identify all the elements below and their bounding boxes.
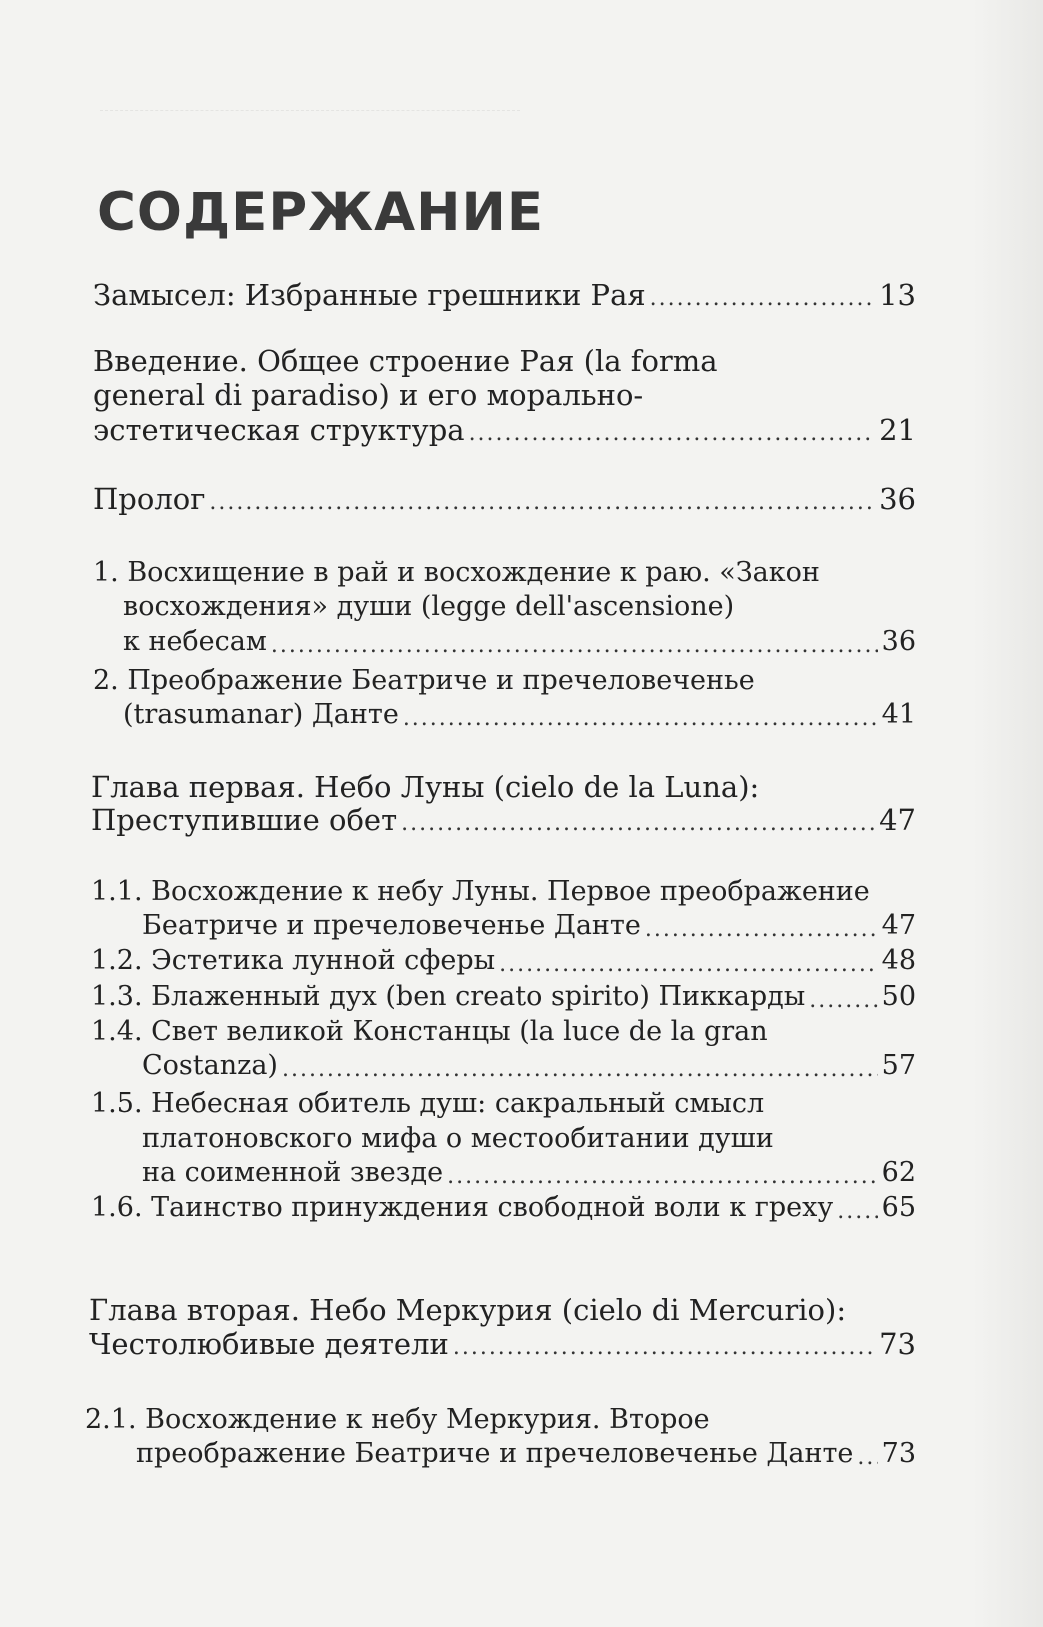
toc-entry-text: Глава вторая. Небо Меркурия (cielo di Mercurio): — [89, 1293, 847, 1327]
toc-entry-text: Глава первая. Небо Луны (cielo de la Luna): — [91, 770, 760, 804]
toc-entry-text: 1. Восхищение в рай и восхождение к раю. «Закон — [93, 557, 820, 588]
toc-entry-last-line — [93, 413, 916, 447]
toc-entry-text: преображение Беатриче и пречеловеченье Данте — [136, 1438, 854, 1469]
dot-leader — [837, 1199, 877, 1225]
toc-entry-text: Costanza) — [142, 1050, 278, 1081]
toc-entry-text: 1.6. Таинство принуждения свободной воли к греху — [91, 1192, 834, 1223]
dot-leader — [401, 811, 875, 837]
toc-entry-text: 1.5. Небесная обитель душ: сакральный смысл — [91, 1088, 765, 1119]
toc-page-number: 41 — [881, 699, 916, 730]
toc-page-number: 65 — [881, 1192, 916, 1223]
dot-leader — [499, 952, 877, 978]
page-edge-shadow — [973, 0, 1043, 1627]
toc-page-number: 62 — [881, 1157, 916, 1188]
toc-entry-last-line — [91, 1191, 916, 1225]
toc-entry-last-line — [93, 278, 916, 312]
toc-entry-text: Замысел: Избранные грешники Рая — [93, 278, 646, 312]
toc-entry-text: к небесам — [123, 626, 267, 657]
toc-entry-text: 1.4. Свет великой Констанцы (la luce de la gran — [91, 1016, 768, 1047]
toc-page-number: 47 — [881, 910, 916, 941]
toc-entry-last-line — [91, 980, 916, 1014]
dot-leader — [809, 988, 877, 1014]
toc-entry-last-line — [142, 909, 916, 943]
toc-entry-last-line — [91, 803, 916, 837]
toc-page-number: 73 — [881, 1438, 916, 1469]
toc-entry-text: на соименной звезде — [142, 1157, 444, 1188]
toc-page-number: 57 — [881, 1050, 916, 1081]
toc-page-number: 36 — [881, 626, 916, 657]
toc-entry-text: 2. Преображение Беатриче и пречеловеченье — [93, 665, 755, 696]
toc-entry-text: general di paradiso) и его морально- — [93, 378, 644, 412]
dot-leader — [857, 1445, 877, 1471]
toc-entry-last-line — [123, 625, 916, 659]
toc-entry-last-line — [123, 698, 916, 732]
toc-page-number: 13 — [879, 278, 916, 312]
toc-entry-last-line — [89, 1327, 916, 1361]
dot-leader — [645, 917, 878, 943]
dot-leader — [650, 286, 875, 312]
toc-entry-last-line — [142, 1049, 916, 1083]
toc-entry-text: Преступившие обет — [91, 803, 398, 837]
running-header-rule — [100, 110, 520, 112]
toc-entry-text: Беатриче и пречеловеченье Данте — [142, 910, 641, 941]
toc-entry-text: Введение. Общее строение Рая (la forma — [93, 344, 718, 378]
dot-leader — [271, 633, 878, 659]
toc-entry-last-line — [136, 1437, 916, 1471]
toc-page-number: 47 — [879, 803, 916, 837]
toc-entry-text: (trasumanar) Данте — [123, 699, 399, 730]
toc-page-number: 73 — [879, 1327, 916, 1361]
dot-leader — [453, 1335, 875, 1361]
toc-entry-last-line — [93, 482, 916, 516]
toc-entry-text: эстетическая структура — [93, 413, 465, 447]
dot-leader — [282, 1057, 878, 1083]
dot-leader — [403, 706, 878, 732]
toc-entry-text: 1.2. Эстетика лунной сферы — [91, 945, 496, 976]
toc-entry-text: Честолюбивые деятели — [89, 1327, 449, 1361]
toc-page-number: 21 — [879, 413, 916, 447]
dot-leader — [469, 421, 876, 447]
page-title: СОДЕРЖАНИЕ — [97, 182, 545, 243]
dot-leader — [447, 1164, 878, 1190]
toc-entry-last-line — [91, 944, 916, 978]
toc-entry-text: Пролог — [93, 482, 206, 516]
toc-page-number: 50 — [881, 981, 916, 1012]
toc-page-number: 48 — [881, 945, 916, 976]
toc-entry-text: платоновского мифа о местообитании души — [142, 1123, 774, 1154]
toc-entry-text: 1.1. Восхождение к небу Луны. Первое преображение — [91, 876, 870, 907]
toc-entry-last-line — [142, 1156, 916, 1190]
toc-page-number: 36 — [879, 482, 916, 516]
toc-entry-text: 2.1. Восхождение к небу Меркурия. Второе — [85, 1404, 710, 1435]
toc-entry-text: восхождения» души (legge dell'ascensione) — [123, 591, 735, 622]
dot-leader — [209, 490, 875, 516]
toc-entry-text: 1.3. Блаженный дух (ben creato spirito) Пиккарды — [91, 981, 806, 1012]
